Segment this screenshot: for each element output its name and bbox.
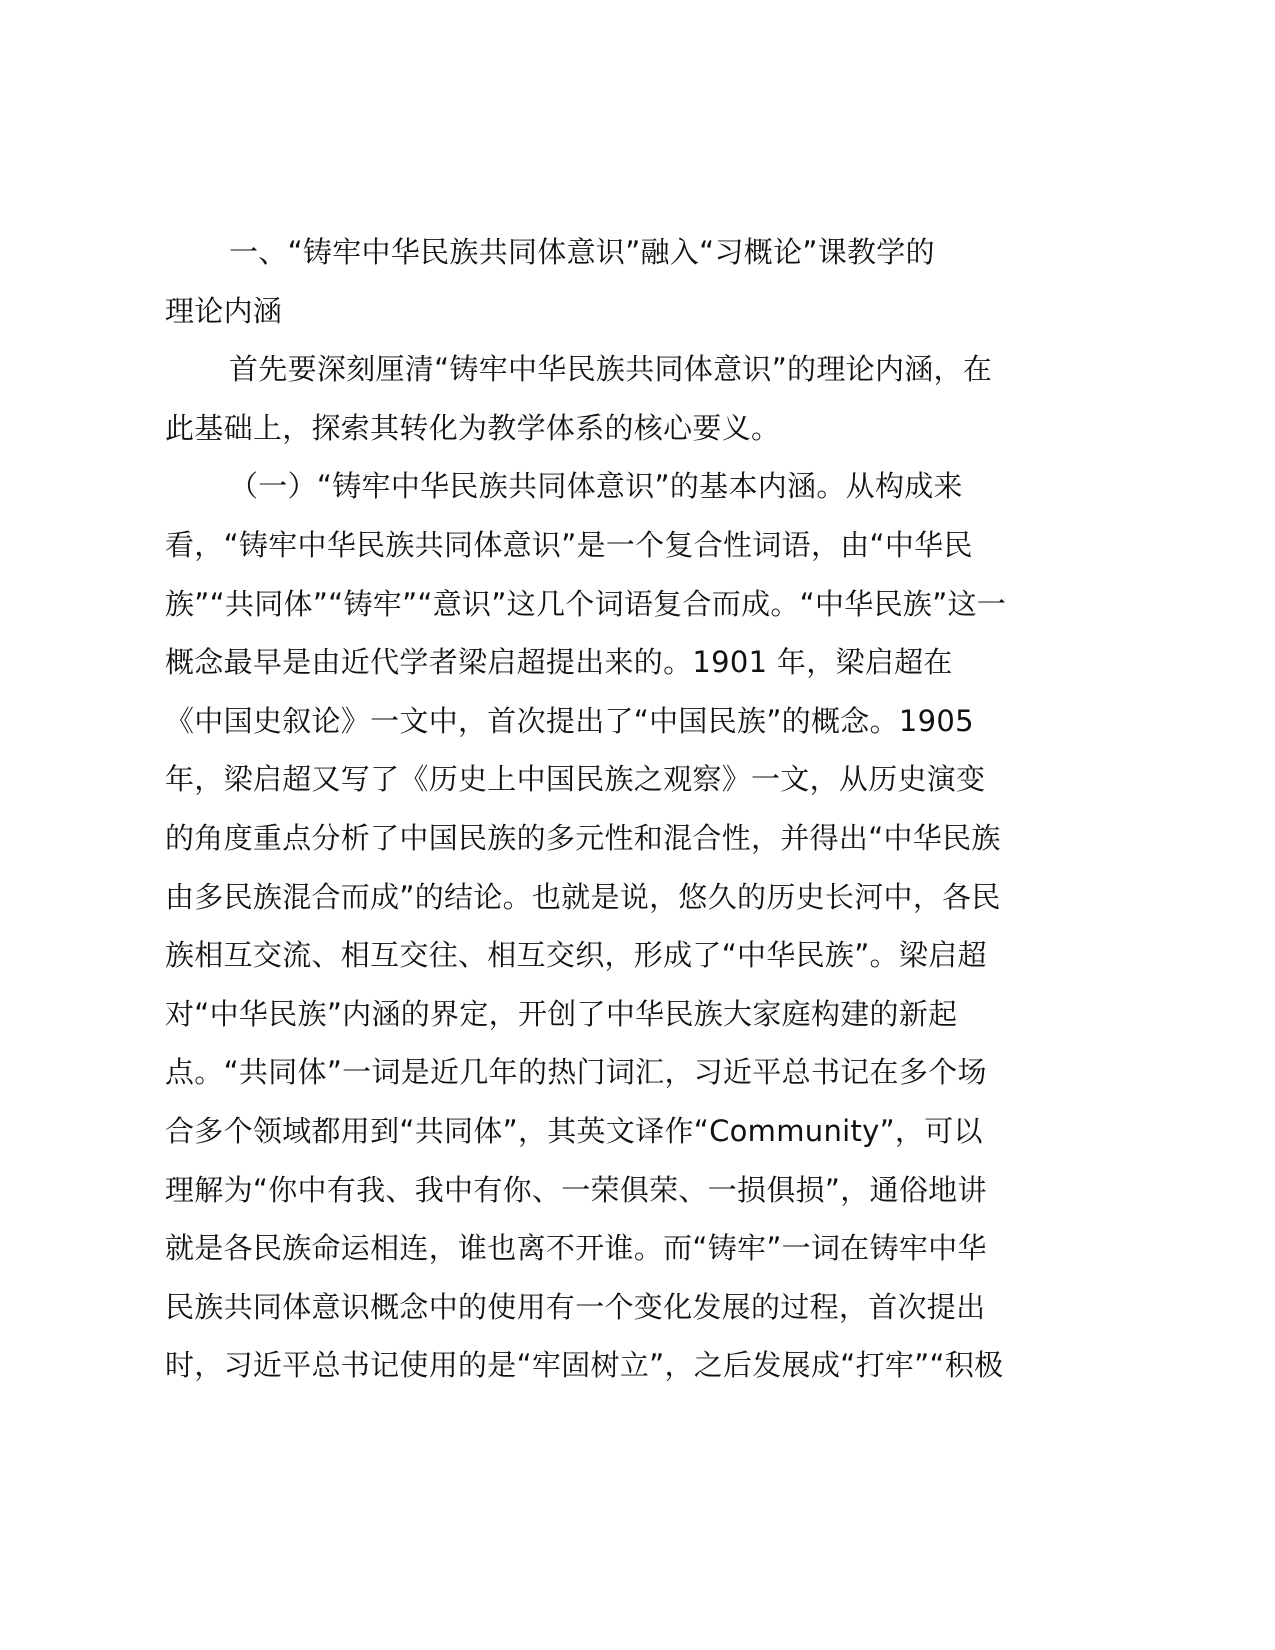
paragraph-line: 就是各民族命运相连，谁也离不开谁。而“铸牢”一词在铸牢中华 <box>165 1231 987 1266</box>
body-text <box>165 223 1125 1395</box>
paragraph-line: 对“中华民族”内涵的界定，开创了中华民族大家庭构建的新起 <box>165 996 958 1031</box>
paragraph-line: 族相互交流、相互交往、相互交织，形成了“中华民族”。梁启超 <box>165 938 987 973</box>
paragraph-line: 此基础上，探索其转化为教学体系的核心要义。 <box>165 410 781 445</box>
section-heading-line-2: 理论内涵 <box>165 293 283 328</box>
paragraph-line: 合多个领域都用到“共同体”，其英文译作“Community”，可以 <box>165 1113 983 1148</box>
paragraph-line: 理解为“你中有我、我中有你、一荣俱荣、一损俱损”，通俗地讲 <box>165 1172 987 1207</box>
paragraph-line: 由多民族混合而成”的结论。也就是说，悠久的历史长河中，各民 <box>165 879 1001 914</box>
paragraph-line: 概念最早是由近代学者梁启超提出来的。1901 年，梁启超在 <box>165 645 953 680</box>
paragraph-line: 的角度重点分析了中国民族的多元性和混合性，并得出“中华民族 <box>165 820 1001 855</box>
paragraph-line: 看，“铸牢中华民族共同体意识”是一个复合性词语，由“中华民 <box>165 527 973 562</box>
section-heading-line-1: 一、“铸牢中华民族共同体意识”融入“习概论”课教学的 <box>229 235 935 269</box>
paragraph-line: 时，习近平总书记使用的是“牢固树立”，之后发展成“打牢”“积极 <box>165 1348 1004 1383</box>
paragraph-line: 民族共同体意识概念中的使用有一个变化发展的过程，首次提出 <box>165 1289 986 1324</box>
paragraph-line: 点。“共同体”一词是近几年的热门词汇，习近平总书记在多个场 <box>165 1055 987 1090</box>
paragraph-line: 首先要深刻厘清“铸牢中华民族共同体意识”的理论内涵，在 <box>229 352 993 387</box>
paragraph-line: 《中国史叙论》一文中，首次提出了“中国民族”的概念。1905 <box>165 703 974 738</box>
subsection-line: （一）“铸牢中华民族共同体意识”的基本内涵。从构成来 <box>229 469 963 504</box>
paragraph-line: 族”“共同体”“铸牢”“意识”这几个词语复合而成。“中华民族”这一 <box>165 586 1007 621</box>
paragraph-line: 年，梁启超又写了《历史上中国民族之观察》一文，从历史演变 <box>165 762 986 797</box>
